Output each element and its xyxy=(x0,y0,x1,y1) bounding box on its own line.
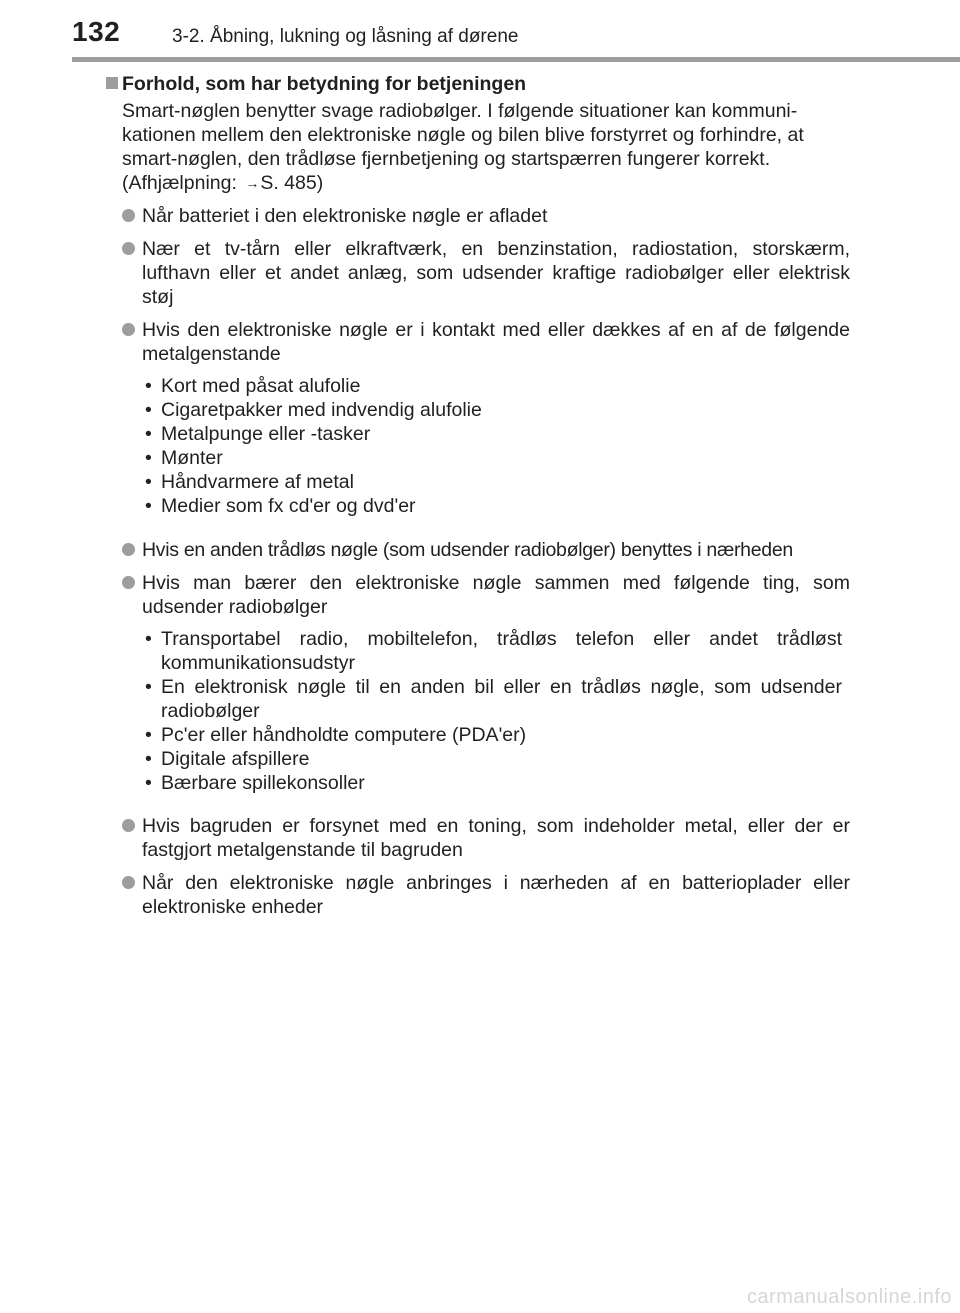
bullet-item xyxy=(106,814,850,862)
list-item: • Håndvarmere af metal xyxy=(142,470,842,494)
site-watermark: carmanualsonline.info xyxy=(746,1286,952,1308)
list-item: • Bærbare spillekonsoller xyxy=(142,771,842,795)
list-item: • Pc'er eller håndholdte computere (PDA'er) xyxy=(142,723,842,747)
radio-devices-list xyxy=(142,627,842,795)
list-item: • Cigaretpakker med indvendig alufolie xyxy=(142,398,842,422)
bullet-text: Hvis bagruden er forsynet med en toning, som indeholder metal, eller der er fastgjort metalgenstande til bagruden xyxy=(142,815,850,861)
list-item: • Transportabel radio, mobiltelefon, trådløs telefon eller andet trådløst kommunikationsudstyr xyxy=(142,627,842,675)
bullet-item xyxy=(106,571,850,619)
intro-text: Smart-nøglen benytter svage radiobølger. I følgende situationer kan kommuni-kationen mellem den elektroniske nøgle og bilen blive forstyrret og forhindre, at smart-nøglen, den trådløse fjernbetjening og startspærren fungerer korrekt. (Afhjælpning: xyxy=(122,100,804,194)
round-bullet-icon xyxy=(122,876,135,889)
bullet-text: Når batteriet i den elektroniske nøgle er afladet xyxy=(142,205,548,227)
round-bullet-icon xyxy=(122,819,135,832)
bullet-item xyxy=(106,237,850,309)
page-header xyxy=(0,0,960,62)
bullet-text: Hvis den elektroniske nøgle er i kontakt med eller dækkes af en af de følgende metalgenstande xyxy=(142,319,850,365)
reference-arrow-icon: → xyxy=(245,175,260,191)
section-title: 3-2. Åbning, lukning og låsning af dørene xyxy=(172,26,519,47)
bullet-text: Hvis en anden trådløs nøgle (som udsender radiobølger) benyttes i nærheden xyxy=(142,538,793,561)
list-item: • Mønter xyxy=(142,446,842,470)
bullet-item xyxy=(106,204,850,228)
round-bullet-icon xyxy=(122,543,135,556)
list-item: • Metalpunge eller -tasker xyxy=(142,422,842,446)
bullet-text: Hvis man bærer den elektroniske nøgle sammen med følgende ting, som udsender radiobølger xyxy=(142,571,850,618)
round-bullet-icon xyxy=(122,209,135,222)
round-bullet-icon xyxy=(122,242,135,255)
round-bullet-icon xyxy=(122,576,135,589)
list-item: • En elektronisk nøgle til en anden bil eller en trådløs nøgle, som udsender radiobølger xyxy=(142,675,842,723)
bullet-item xyxy=(106,871,850,919)
bullet-item xyxy=(106,318,850,366)
page-reference: S. 485) xyxy=(260,172,324,194)
round-bullet-icon xyxy=(122,323,135,336)
page-content xyxy=(106,70,850,919)
list-item: • Digitale afspillere xyxy=(142,747,842,771)
bullet-text: Nær et tv-tårn eller elkraftværk, en benzinstation, radiostation, storskærm, lufthavn eller et andet anlæg, som udsender kraftige radiobølger eller elektrisk støj xyxy=(142,238,850,308)
list-item: • Kort med påsat alufolie xyxy=(142,374,842,398)
bullet-item xyxy=(106,538,850,562)
intro-paragraph xyxy=(122,99,850,195)
square-bullet-icon xyxy=(106,77,118,89)
list-item: • Medier som fx cd'er og dvd'er xyxy=(142,494,842,518)
header-rule xyxy=(72,57,960,62)
page-number: 132 xyxy=(72,16,121,47)
section-heading: Forhold, som har betydning for betjeningen xyxy=(122,73,527,95)
bullet-text: Når den elektroniske nøgle anbringes i nærheden af en batterioplader eller elektroniske enheder xyxy=(142,872,850,918)
section-heading-row xyxy=(106,72,850,96)
metal-objects-list xyxy=(142,374,842,518)
